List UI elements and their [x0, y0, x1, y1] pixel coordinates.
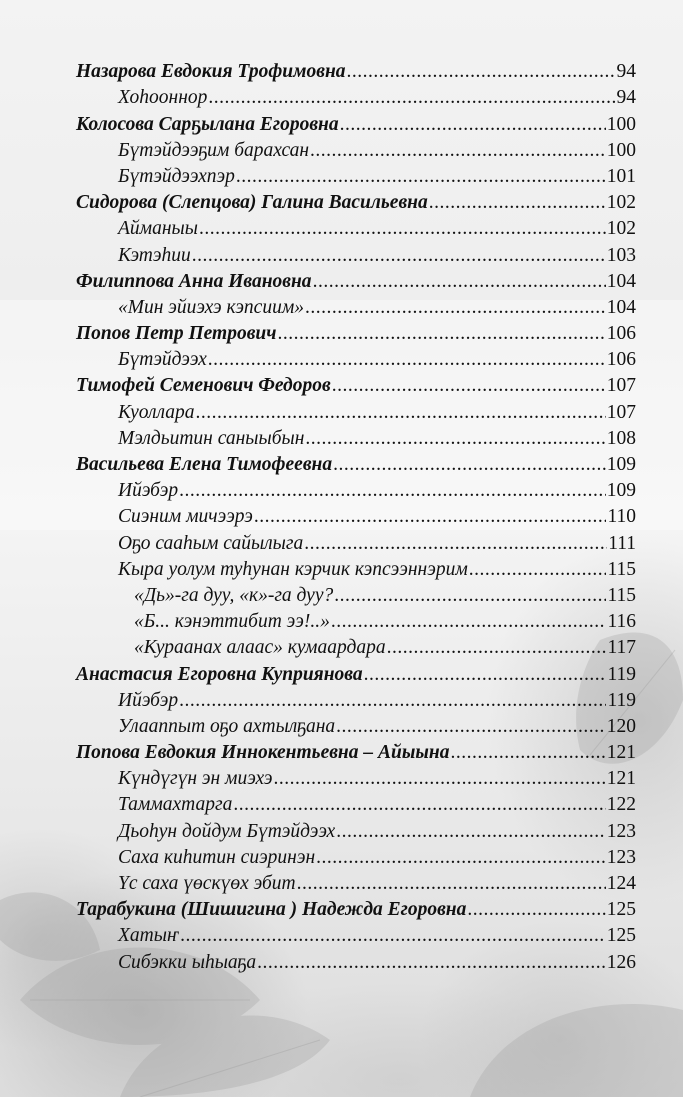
dot-leader [179, 480, 606, 502]
toc-title-entry [118, 947, 636, 973]
dot-leader [451, 742, 606, 764]
toc-entry-title: Мэлдьитин саныыбын [118, 427, 305, 449]
toc-title-entry [118, 816, 636, 842]
dot-leader [304, 533, 607, 555]
toc-entry-title: Колосова Сарҕылана Егоровна [76, 113, 339, 135]
toc-page-number: 101 [606, 165, 636, 187]
toc-page-number: 104 [606, 296, 636, 318]
toc-page-number: 123 [606, 846, 636, 868]
dot-leader [347, 61, 616, 83]
toc-entry-title: Күндүгүн эн миэхэ [118, 768, 273, 790]
toc-title-entry [118, 528, 636, 554]
toc-page-number: 102 [606, 192, 636, 214]
toc-entry-title: Тимофей Семенович Федоров [76, 375, 331, 397]
toc-title-entry [134, 581, 636, 607]
toc-entry-title: «Дь»-га дуу, «к»-га дуу? [134, 584, 334, 606]
toc-page-number: 115 [607, 558, 636, 580]
toc-title-entry [118, 869, 636, 895]
toc-page-number: 121 [606, 768, 636, 790]
toc-entry-title: Дьоһун дойдум Бүтэйдээх [118, 820, 336, 842]
toc-page-number: 100 [606, 113, 636, 135]
dot-leader [333, 454, 606, 476]
toc-author-entry [76, 109, 636, 135]
toc-page-number: 123 [606, 820, 636, 842]
toc-title-entry [118, 476, 636, 502]
toc-title-entry [118, 764, 636, 790]
toc-entry-title: Анастасия Егоровна Куприянова [76, 663, 363, 685]
dot-leader [336, 821, 606, 843]
toc-page-number: 117 [607, 637, 636, 659]
table-of-contents [0, 57, 683, 974]
dot-leader [196, 402, 606, 424]
toc-title-entry [118, 240, 636, 266]
toc-page-number: 106 [606, 323, 636, 345]
toc-author-entry [76, 895, 636, 921]
dot-leader [297, 873, 606, 895]
toc-page-number: 109 [606, 454, 636, 475]
toc-title-entry [118, 162, 636, 188]
dot-leader [208, 87, 615, 109]
dot-leader [305, 297, 606, 319]
toc-entry-title: Сибэкки ыһыаҕа [118, 951, 257, 973]
dot-leader [199, 218, 606, 240]
toc-title-entry [118, 293, 636, 319]
dot-leader [387, 637, 607, 659]
toc-title-entry [118, 555, 636, 581]
toc-entry-title: Попов Петр Петрович [76, 323, 277, 345]
toc-entry-title: Хатыҥ [118, 925, 180, 947]
toc-page-number: 108 [606, 427, 636, 449]
toc-entry-title: Бүтэйдээхпэр [118, 165, 235, 187]
dot-leader [208, 349, 606, 371]
toc-author-entry [76, 659, 636, 685]
toc-entry-title: «Кураанах алаас» кумаардара [134, 637, 386, 659]
toc-page-number: 94 [616, 61, 636, 83]
toc-page-number: 119 [607, 663, 636, 685]
toc-entry-title: Сидорова (Слепцова) Галина Васильевна [76, 192, 428, 214]
toc-entry-title: Үс саха үөскүөх эбит [118, 873, 296, 894]
toc-title-entry [118, 136, 636, 162]
toc-title-entry [134, 633, 636, 659]
dot-leader [316, 847, 606, 869]
toc-entry-title: Хоһооннор [118, 87, 208, 109]
leaf-shape [470, 1004, 683, 1097]
toc-page-number: 122 [606, 794, 636, 816]
toc-entry-title: Кыра уолум туһунан кэрчик кэпсээннэрим [118, 558, 468, 580]
dot-leader [364, 664, 607, 686]
toc-entry-title: Куоллара [118, 401, 195, 423]
toc-page-number: 100 [606, 139, 636, 161]
dot-leader [236, 166, 606, 188]
dot-leader [334, 585, 606, 607]
toc-entry-title: Ийэбэр [118, 689, 179, 711]
toc-page-number: 111 [608, 532, 636, 554]
toc-entry-title: Улааппыт оҕо ахтылҕана [118, 715, 336, 737]
dot-leader [467, 899, 605, 921]
toc-page-number: 107 [606, 401, 636, 423]
toc-entry-title: Бүтэйдээҕим барахсан [118, 139, 310, 161]
toc-page-number: 125 [606, 899, 636, 921]
dot-leader [180, 925, 606, 947]
toc-page-number: 102 [606, 218, 636, 240]
dot-leader [469, 559, 607, 581]
dot-leader [305, 428, 605, 450]
toc-page-number: 103 [606, 244, 636, 266]
toc-title-entry [118, 686, 636, 712]
toc-entry-title: Бүтэйдээх [118, 349, 207, 371]
toc-entry-title: Кэтэһии [118, 244, 191, 266]
toc-entry-title: Ийэбэр [118, 480, 179, 502]
dot-leader [429, 192, 606, 214]
dot-leader [257, 952, 606, 974]
toc-author-entry [76, 57, 636, 83]
toc-title-entry [118, 424, 636, 450]
toc-title-entry [118, 502, 636, 528]
toc-page-number: 110 [607, 506, 636, 528]
toc-entry-title: Назарова Евдокия Трофимовна [76, 61, 346, 83]
toc-title-entry [134, 607, 636, 633]
toc-author-entry [76, 738, 636, 764]
toc-page-number: 119 [607, 689, 636, 711]
dot-leader [192, 245, 606, 267]
toc-page-number: 116 [607, 611, 636, 633]
toc-page-number: 125 [606, 925, 636, 947]
toc-page-number: 124 [606, 873, 636, 894]
toc-title-entry [118, 712, 636, 738]
dot-leader [332, 375, 606, 397]
dot-leader [233, 794, 605, 816]
toc-page-number: 115 [607, 584, 636, 606]
toc-title-entry [118, 843, 636, 869]
toc-title-entry [118, 345, 636, 371]
toc-entry-title: «Б... кэнэттибит ээ!..» [134, 611, 330, 633]
toc-page-number: 106 [606, 349, 636, 371]
toc-entry-title: Попова Евдокия Иннокентьевна – Айыына [76, 742, 450, 764]
toc-page-number: 107 [606, 375, 636, 397]
toc-title-entry [118, 397, 636, 423]
dot-leader [310, 140, 606, 162]
dot-leader [254, 506, 607, 528]
dot-leader [340, 114, 606, 136]
toc-entry-title: Васильева Елена Тимофеевна [76, 454, 333, 475]
toc-page-number: 109 [606, 480, 636, 502]
toc-entry-title: Тарабукина (Шишигина ) Надежда Егоровна [76, 899, 467, 921]
toc-author-entry [76, 450, 636, 476]
toc-page-number: 126 [606, 951, 636, 973]
toc-title-entry [118, 214, 636, 240]
toc-entry-title: Филиппова Анна Ивановна [76, 270, 312, 292]
toc-author-entry [76, 371, 636, 397]
dot-leader [273, 768, 605, 790]
toc-title-entry [118, 790, 636, 816]
toc-page-number: 121 [606, 742, 636, 764]
toc-author-entry [76, 319, 636, 345]
toc-author-entry [76, 267, 636, 293]
dot-leader [313, 271, 606, 293]
dot-leader [179, 690, 606, 712]
toc-author-entry [76, 188, 636, 214]
toc-entry-title: Саха киһитин сиэринэн [118, 846, 316, 868]
toc-page-number: 104 [606, 270, 636, 292]
toc-entry-title: «Мин эйиэхэ кэпсиим» [118, 296, 305, 318]
toc-page-number: 94 [616, 87, 636, 109]
toc-page-number: 120 [606, 715, 636, 737]
toc-title-entry [118, 83, 636, 109]
toc-title-entry [118, 921, 636, 947]
dot-leader [331, 611, 607, 633]
toc-entry-title: Оҕо сааһым сайылыга [118, 532, 304, 554]
dot-leader [277, 323, 605, 345]
toc-entry-title: Айманыы [118, 218, 198, 240]
toc-entry-title: Сиэним мичээрэ [118, 506, 253, 528]
toc-entry-title: Таммахтарга [118, 794, 233, 816]
dot-leader [336, 716, 606, 738]
